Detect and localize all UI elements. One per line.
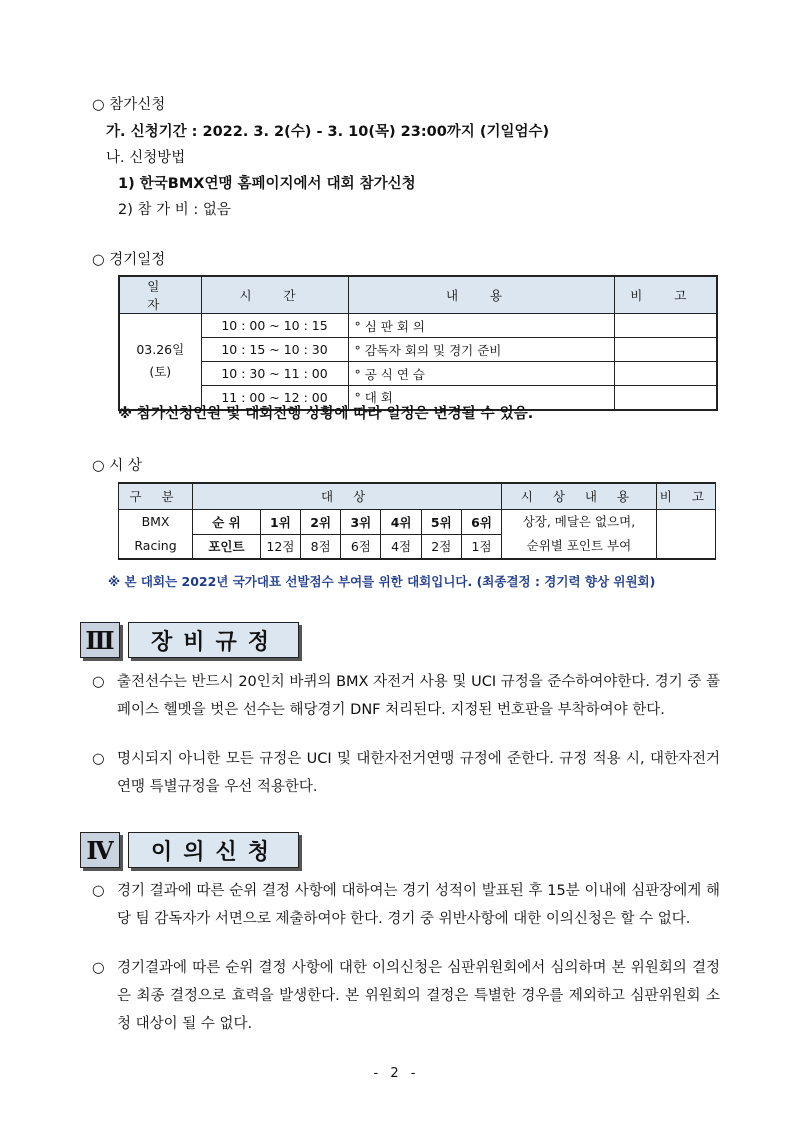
award-points: 8점: [301, 534, 341, 559]
apply-period: 가. 신청기간 : 2022. 3. 2(수) - 3. 10(목) 23:00까지 (기일엄수): [106, 124, 550, 140]
schedule-content: ° 감독자 회의 및 경기 준비: [348, 338, 614, 362]
schedule-header-content: 내 용: [348, 276, 614, 314]
schedule-note: [614, 386, 717, 410]
table-row: [119, 362, 717, 386]
apply-heading: ○ 참가신청: [92, 97, 166, 113]
award-heading: ○ 시 상: [92, 458, 142, 474]
apply-item-1: 1) 한국BMX연맹 홈페이지에서 대회 참가신청: [118, 176, 416, 192]
table-row: [119, 314, 717, 338]
schedule-header-time: 시 간: [201, 276, 348, 314]
section-4-roman: Ⅳ: [80, 832, 120, 868]
section-4-paragraph-1: ○ 경기 결과에 따른 순위 결정 사항에 대하여는 경기 성적이 발표된 후 15분 이내에 심판장에게 해당 팀 감독자가 서면으로 제출하여야 한다. 경기 중 위반사항에 대한 이의신청은 할 수 없다.: [92, 877, 720, 933]
award-content-line2: 순위별 포인트 부여: [526, 537, 632, 553]
award-points: 4점: [381, 534, 421, 559]
schedule-header-row: [119, 276, 717, 314]
schedule-time: 10 : 15 ~ 10 : 30: [201, 338, 348, 362]
award-category-line2: Racing: [134, 537, 177, 553]
award-points-label: 포인트: [193, 534, 261, 559]
section-3-paragraph-2: ○ 명시되지 아니한 모든 규정은 UCI 및 대한자전거연맹 규정에 준한다. 규정 적용 시, 대한자전거연맹 특별규정을 우선 적용한다.: [92, 745, 720, 801]
schedule-day: (토): [149, 364, 172, 380]
award-header-target: 대 상: [193, 483, 502, 509]
award-note-text: ※ 본 대회는 2022년 국가대표 선발점수 부여를 위한 대회입니다. (최종결정 : 경기력 향상 위원회): [108, 574, 656, 589]
apply-method: 나. 신청방법: [106, 150, 186, 166]
section-3-roman: Ⅲ: [80, 622, 120, 658]
award-rank: 5위: [421, 509, 461, 534]
bullet: ○: [92, 960, 105, 976]
schedule-header-note: 비 고: [614, 276, 717, 314]
schedule-time: 11 : 00 ~ 12 : 00: [201, 386, 348, 410]
award-rank: 6위: [461, 509, 501, 534]
award-header-row: [119, 483, 716, 509]
schedule-header-date: 일 자: [119, 276, 201, 314]
bullet: ○: [92, 751, 105, 767]
award-rank: 3위: [341, 509, 381, 534]
award-rank: 1위: [260, 509, 300, 534]
table-row: [119, 338, 717, 362]
bullet: ○: [92, 883, 105, 899]
page-number: - 2 -: [373, 1066, 420, 1081]
award-rank: 4위: [381, 509, 421, 534]
bullet: ○: [92, 674, 105, 690]
section-3-paragraph-1: ○ 출전선수는 반드시 20인치 바퀴의 BMX 자전거 사용 및 UCI 규정을 준수하여야한다. 경기 중 풀페이스 헬멧을 벗은 선수는 해당경기 DNF 처리된다. 지정된 번호판을 부착하여야 한다.: [92, 668, 720, 724]
award-category-line1: BMX: [141, 513, 170, 529]
schedule-table: [118, 275, 718, 411]
section-3-title: 장비규정: [128, 622, 299, 658]
award-note: [656, 509, 715, 559]
award-header-note: 비 고: [656, 483, 715, 509]
award-points: 12점: [260, 534, 300, 559]
apply-item-2: 2) 참 가 비 : 없음: [118, 202, 231, 218]
award-points: 6점: [341, 534, 381, 559]
section-3-header: [80, 622, 299, 658]
table-row: [119, 509, 716, 534]
schedule-date: 03.26일: [136, 342, 185, 358]
schedule-note: [614, 314, 717, 338]
schedule-content: ° 대 회: [348, 386, 614, 410]
award-content-line1: 상장, 메달은 없으며,: [522, 513, 636, 529]
schedule-note: [614, 338, 717, 362]
schedule-note-text: ※ 참가신청인원 및 대회진행 상황에 따라 일정은 변경될 수 있음.: [118, 406, 534, 422]
schedule-heading: ○ 경기일정: [92, 252, 166, 268]
section-4-paragraph-2: ○ 경기결과에 따른 순위 결정 사항에 대한 이의신청은 심판위원회에서 심의하며 본 위원회의 결정은 최종 결정으로 효력을 발생한다. 본 위원회의 결정은 특별한 경우를 제외하고 심판위원회 소청 대상이 될 수 없다.: [92, 954, 720, 1038]
award-points: 1점: [461, 534, 501, 559]
schedule-time: 10 : 00 ~ 10 : 15: [201, 314, 348, 338]
schedule-content: ° 공 식 연 습: [348, 362, 614, 386]
schedule-content: ° 심 판 회 의: [348, 314, 614, 338]
award-rank: 2위: [301, 509, 341, 534]
schedule-date-cell: [119, 314, 201, 410]
award-category: [119, 509, 193, 559]
schedule-note: [614, 362, 717, 386]
award-table: [118, 482, 716, 560]
section-4-title: 이의신청: [128, 832, 299, 868]
section-4-header: [80, 832, 299, 868]
award-header-category: 구 분: [119, 483, 193, 509]
award-rank-label: 순 위: [193, 509, 261, 534]
award-points: 2점: [421, 534, 461, 559]
award-header-content: 시 상 내 용: [502, 483, 657, 509]
schedule-time: 10 : 30 ~ 11 : 00: [201, 362, 348, 386]
award-content: [502, 509, 657, 559]
